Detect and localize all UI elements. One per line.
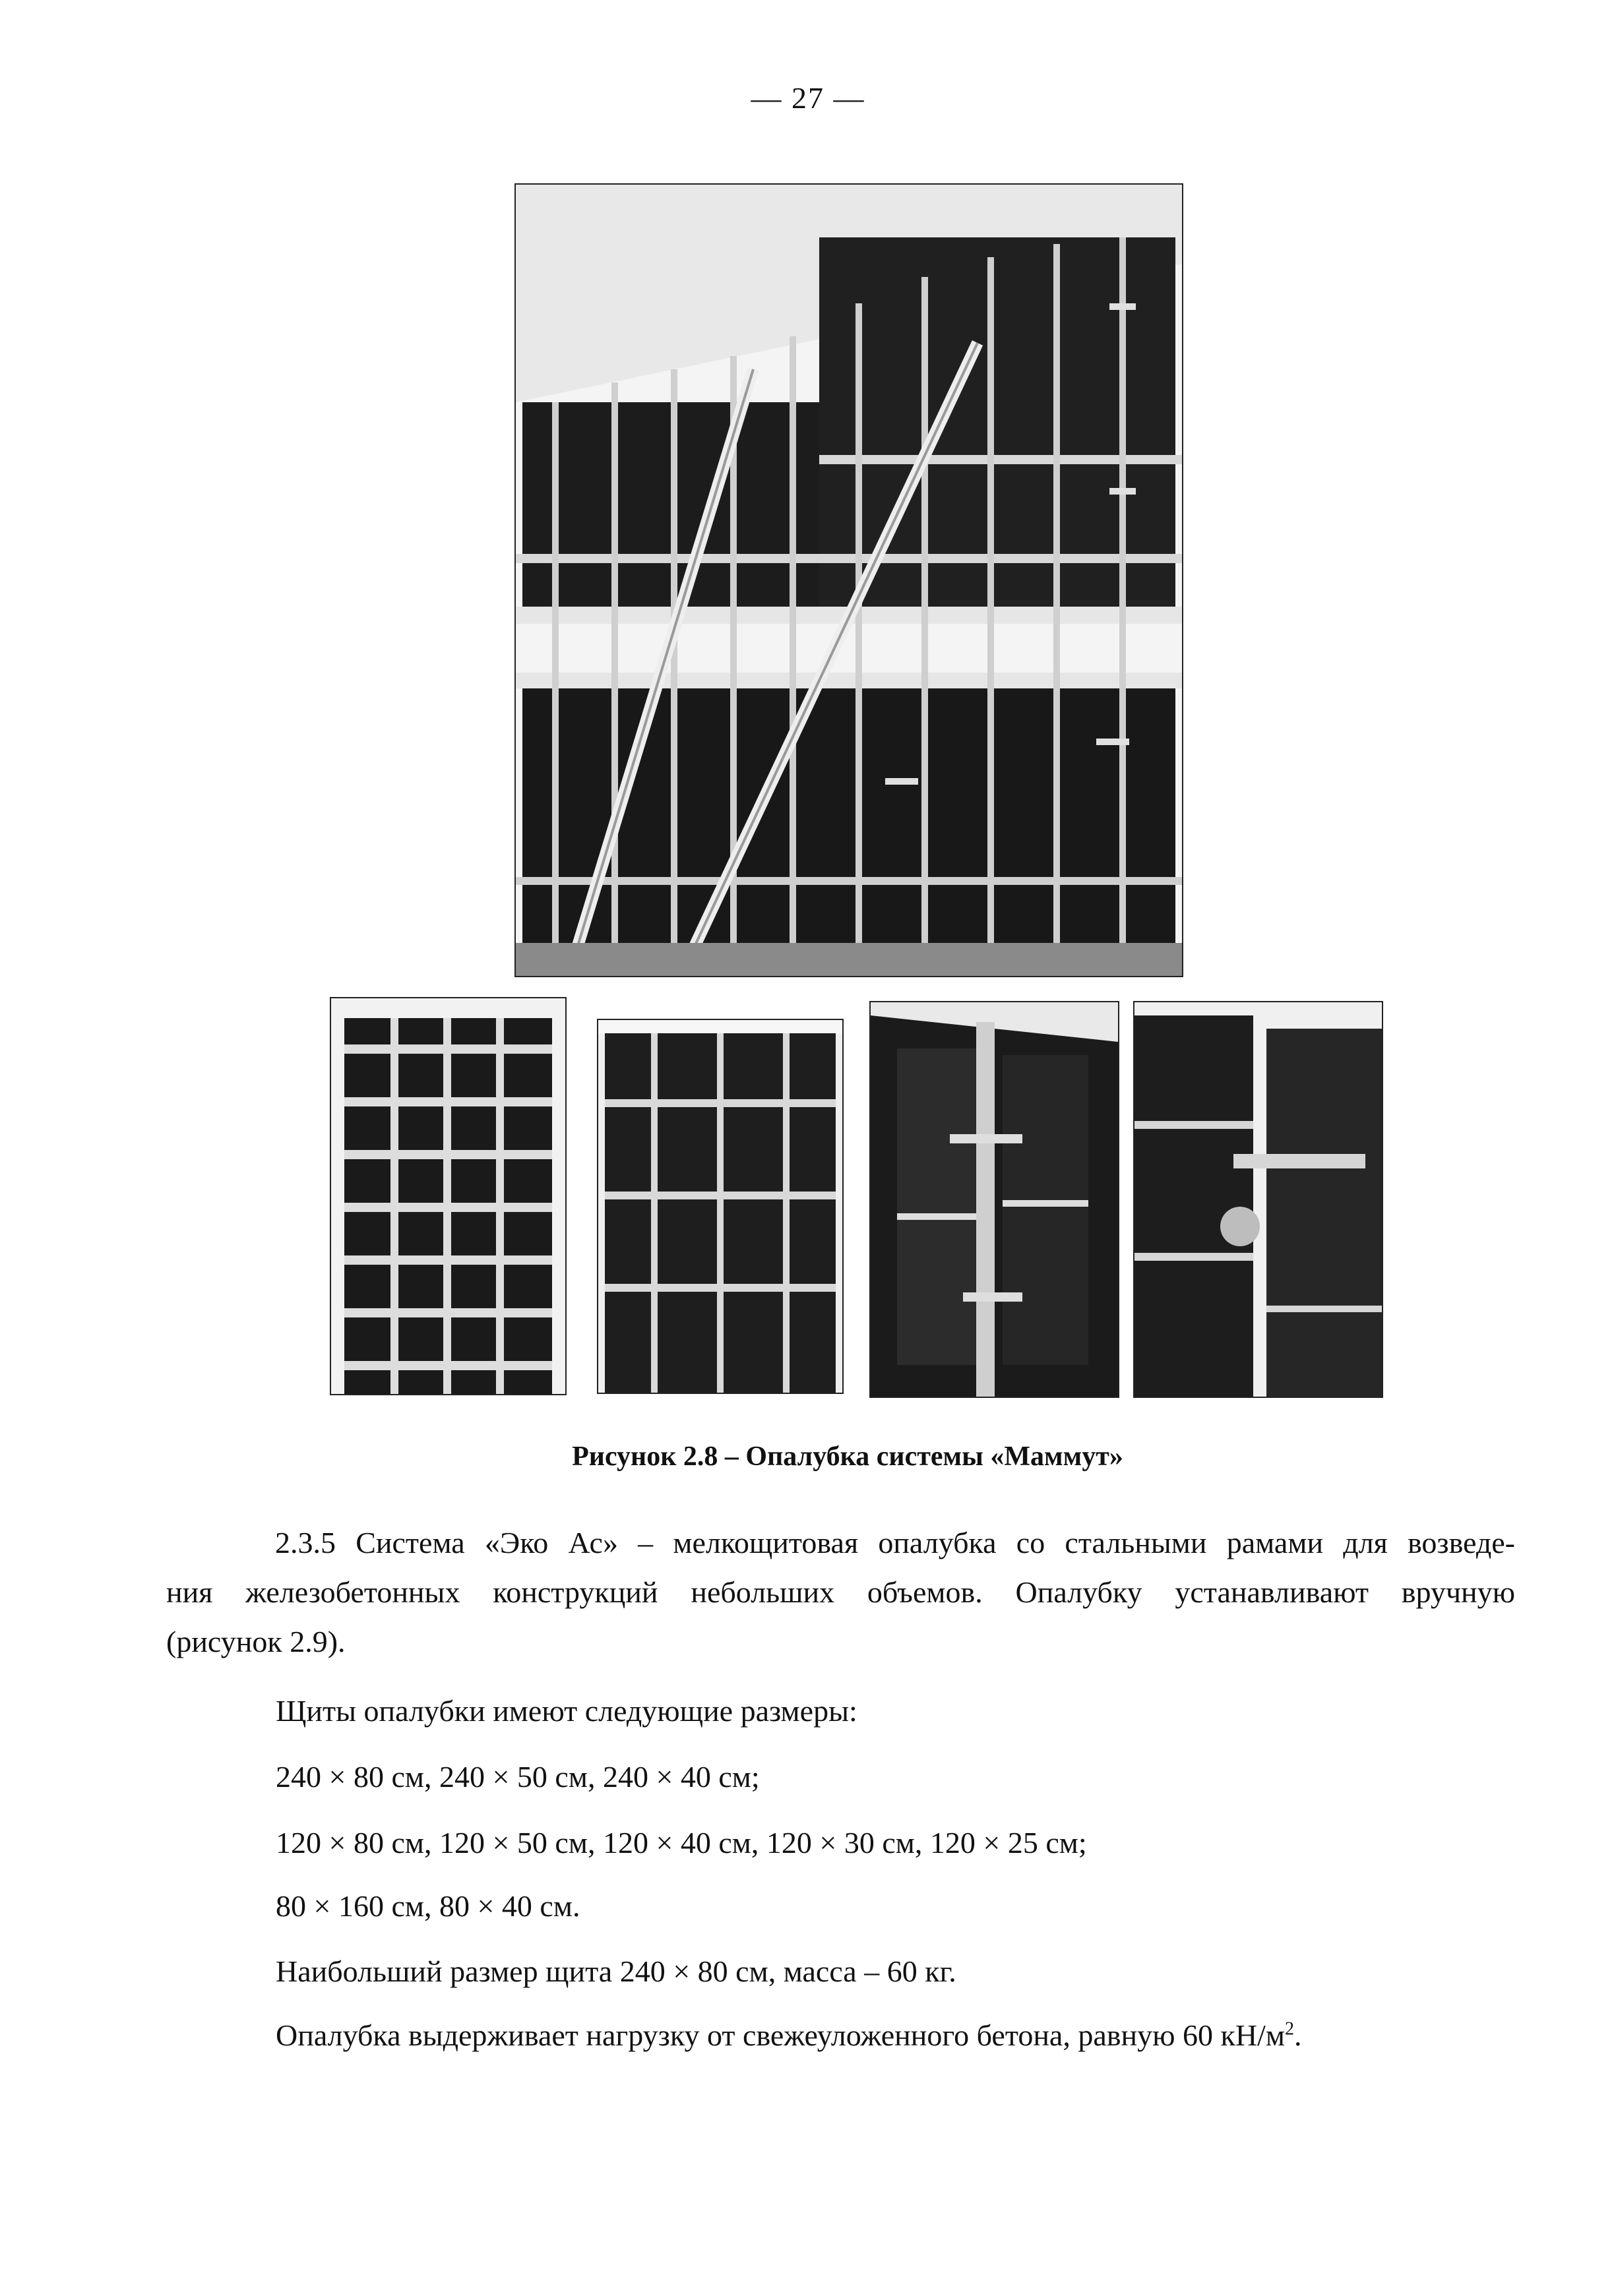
paragraph-2-3-5 xyxy=(166,1518,1515,1666)
formwork-main-photo xyxy=(514,183,1183,977)
wall-panel-photo xyxy=(597,1019,844,1394)
paragraph-line-3: (рисунок 2.9). xyxy=(166,1625,346,1658)
column-formwork-photo xyxy=(330,997,567,1395)
load-line xyxy=(276,2018,1301,2053)
page-number: — 27 — xyxy=(751,81,865,115)
largest-panel-line: Наибольший размер щита 240 × 80 см, масса – 60 кг. xyxy=(276,1954,956,1988)
load-end: . xyxy=(1293,2018,1302,2052)
sizes-80-line: 80 × 160 см, 80 × 40 см. xyxy=(276,1889,580,1923)
corner-formwork-photo xyxy=(869,1001,1119,1398)
figure-caption: Рисунок 2.8 – Опалубка системы «Маммут» xyxy=(572,1441,1123,1472)
load-superscript: 2 xyxy=(1284,2018,1294,2039)
panel-connection-photo xyxy=(1133,1001,1383,1398)
load-text: Опалубка выдерживает нагрузку от свежеуложенного бетона, равную 60 кН/м xyxy=(276,2018,1285,2052)
paragraph-line-2: ния железобетонных конструкций небольших объемов. Опалубку устанавливают вручную xyxy=(166,1575,1515,1609)
sizes-240-line: 240 × 80 см, 240 × 50 см, 240 × 40 см; xyxy=(276,1760,760,1794)
sizes-intro: Щиты опалубки имеют следующие размеры: xyxy=(276,1694,857,1728)
sizes-120-line: 120 × 80 см, 120 × 50 см, 120 × 40 см, 120 × 30 см, 120 × 25 см; xyxy=(276,1826,1087,1859)
paragraph-line-1: 2.3.5 Система «Эко Ас» – мелкощитовая опалубка со стальными рамами для возведе- xyxy=(275,1526,1515,1559)
